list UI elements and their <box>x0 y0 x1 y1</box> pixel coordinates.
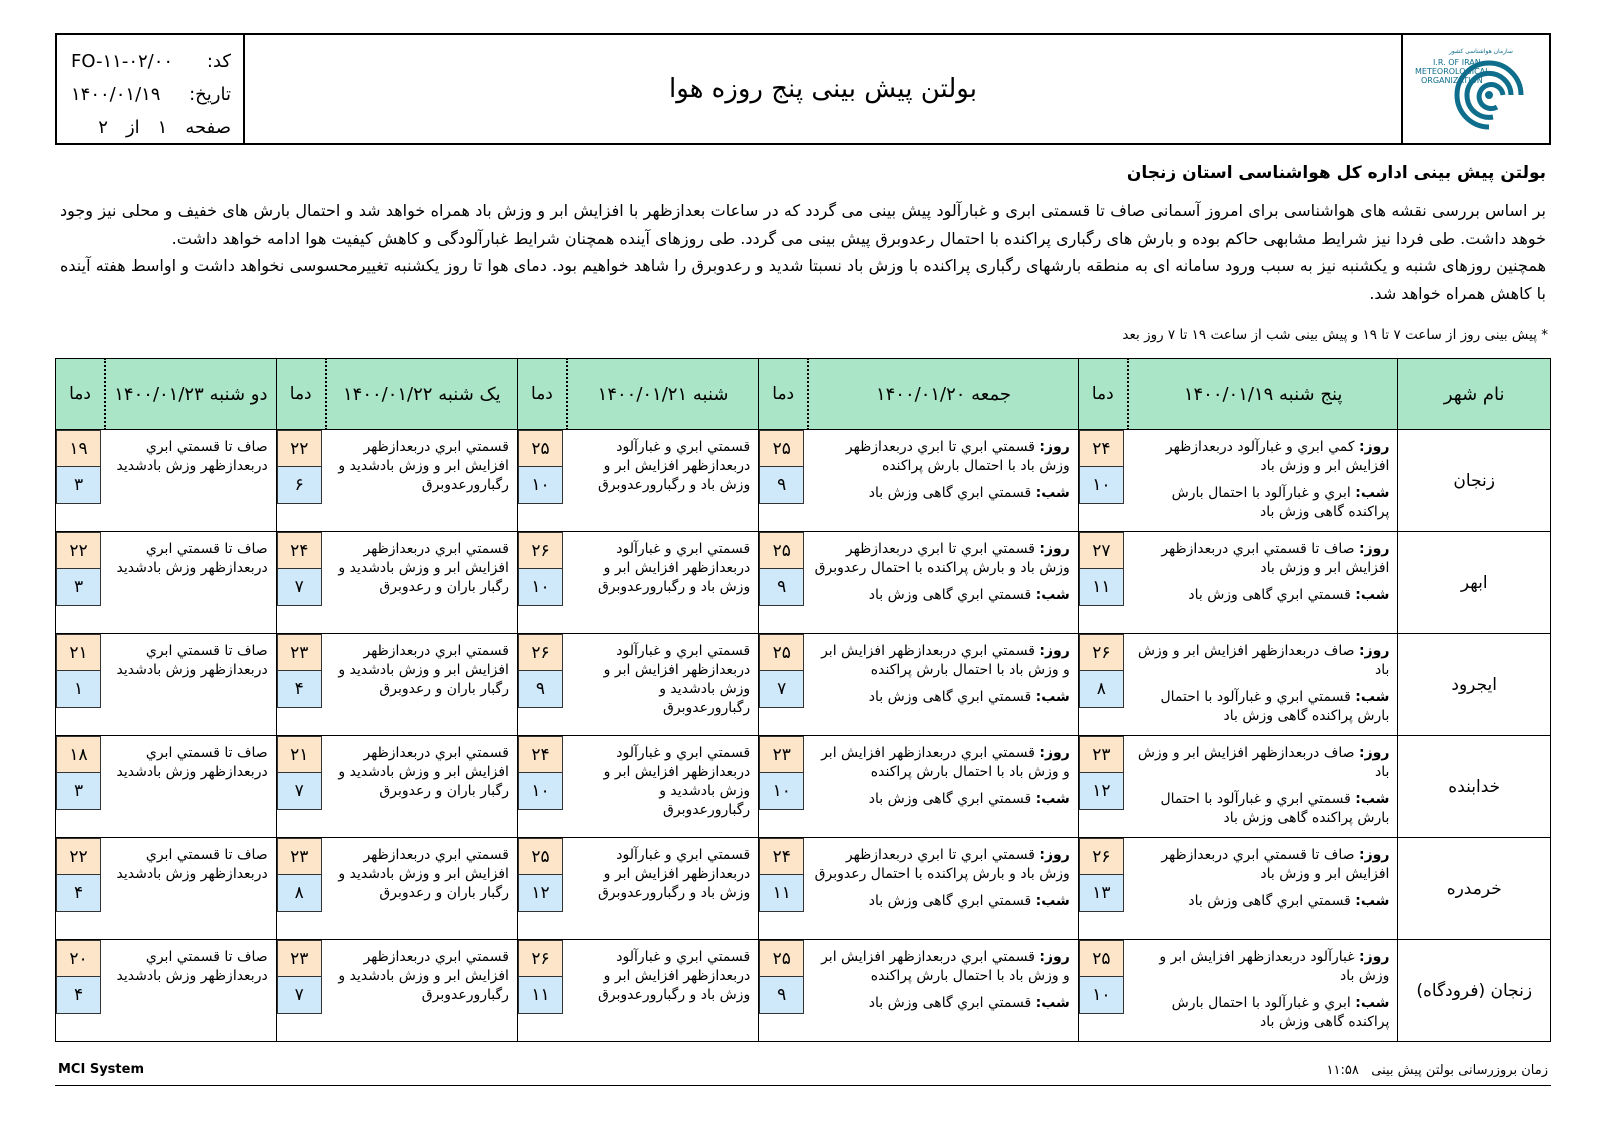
day-forecast-text: قسمتي ابري دربعدازظهر افزایش ابر و وزش باد با احتمال بارش پراكنده <box>821 643 1070 678</box>
day2-temp <box>759 940 808 1042</box>
day-forecast-text: صاف دربعدازظهر افزایش ابر و وزش باد <box>1137 643 1390 678</box>
max-temp: ۲۴ <box>759 838 804 875</box>
day4-temp <box>276 532 325 634</box>
day5-forecast: صاف تا قسمتي ابري دربعدازظهر وزش بادشدید <box>105 430 276 532</box>
page-title: بولتن پیش بینی پنج روزه هوا <box>669 74 977 104</box>
max-temp: ۲۵ <box>759 532 804 569</box>
day2-temp <box>759 430 808 532</box>
day-label: روز: <box>1359 643 1390 659</box>
temp-header: دما <box>1078 359 1127 430</box>
min-temp: ۶ <box>277 467 322 504</box>
night-forecast-text: قسمتي ابري گاهی وزش باد <box>868 791 1032 807</box>
day-forecast-text: قسمتي ابري تا ابري دربعدازظهر وزش باد با احتمال بارش پراكنده <box>845 439 1070 474</box>
max-temp: ۲۳ <box>759 736 804 773</box>
day1-temp <box>1078 430 1127 532</box>
logo-text-4: ORGANIZATION <box>1421 76 1483 85</box>
max-temp: ۲۶ <box>1079 634 1124 671</box>
night-forecast-text: قسمتي ابري گاهی وزش باد <box>868 893 1032 909</box>
day3-temp <box>517 532 566 634</box>
max-temp: ۱۸ <box>56 736 101 773</box>
table-row <box>56 736 1551 838</box>
min-temp: ۹ <box>518 671 563 708</box>
update-time-value: ۱۱:۵۸ <box>1326 1063 1359 1078</box>
min-temp: ۱۰ <box>1079 467 1124 504</box>
temp-header: دما <box>759 359 808 430</box>
footer-update-time <box>1327 1063 1548 1078</box>
day-forecast-text: كمي ابري و غبارآلود دربعدازظهر افزایش ابر و وزش باد <box>1165 439 1390 474</box>
day-forecast-text: صاف تا قسمتي ابري دربعدازظهر افزایش ابر و وزش باد <box>1161 847 1390 882</box>
day1-forecast <box>1128 736 1398 838</box>
day-forecast-text: غبارآلود دربعدازظهر افزایش ابر و وزش باد <box>1159 949 1390 984</box>
footer-system-name: MCI System <box>58 1062 144 1077</box>
night-forecast-text: قسمتي ابري گاهی وزش باد <box>868 485 1032 501</box>
page-of: از <box>125 117 140 138</box>
update-time-label: زمان بروزرسانی بولتن پیش بینی <box>1371 1063 1548 1078</box>
forecast-time-note: * پیش بینی روز از ساعت ۷ تا ۱۹ و پیش بینی شب از ساعت ۱۹ تا ۷ روز بعد <box>1122 327 1548 343</box>
city-name: ابهر <box>1398 532 1551 634</box>
day3-temp <box>517 430 566 532</box>
document-meta <box>57 35 245 143</box>
day4-temp <box>276 430 325 532</box>
min-temp: ۴ <box>56 875 101 912</box>
night-forecast-text: قسمتي ابري و غبارآلود با احتمال بارش پراكنده گاهی وزش باد <box>1160 689 1390 724</box>
city-name: خدابنده <box>1398 736 1551 838</box>
max-temp: ۲۶ <box>1079 838 1124 875</box>
night-forecast-text: قسمتي ابري گاهی وزش باد <box>868 995 1032 1011</box>
max-temp: ۲۳ <box>277 838 322 875</box>
max-temp: ۲۱ <box>56 634 101 671</box>
day-header: شنبه ۱۴۰۰/۰۱/۲۱ <box>567 359 759 430</box>
day1-temp <box>1078 838 1127 940</box>
day3-forecast: قسمتي ابري و غبارآلود دربعدازظهر افزایش ابر و وزش باد و رگبارورعدوبرق <box>567 940 759 1042</box>
min-temp: ۳ <box>56 467 101 504</box>
day1-forecast <box>1128 838 1398 940</box>
page-number: ۱ <box>157 117 168 138</box>
day-forecast-text: قسمتي ابري تا ابري دربعدازظهر وزش باد و بارش پراكنده با احتمال رعدوبرق <box>814 847 1070 882</box>
night-forecast-text: ابري و غبارآلود با احتمال بارش پراكنده گاهی وزش باد <box>1171 485 1390 520</box>
max-temp: ۲۵ <box>518 838 563 875</box>
day5-temp <box>56 532 106 634</box>
day2-forecast <box>808 838 1078 940</box>
min-temp: ۴ <box>56 977 101 1014</box>
day5-temp <box>56 940 106 1042</box>
day1-temp <box>1078 532 1127 634</box>
day-label: روز: <box>1039 541 1070 557</box>
meteorological-organization-logo <box>1401 35 1549 143</box>
day4-forecast: قسمتي ابري دربعدازظهر افزایش ابر و وزش بادشدید و رگبارورعدوبرق <box>326 430 518 532</box>
max-temp: ۲۰ <box>56 940 101 977</box>
min-temp: ۳ <box>56 773 101 810</box>
day5-forecast: صاف تا قسمتي ابري دربعدازظهر وزش بادشدید <box>105 838 276 940</box>
day1-temp <box>1078 940 1127 1042</box>
max-temp: ۲۱ <box>277 736 322 773</box>
day2-forecast <box>808 736 1078 838</box>
night-label: شب: <box>1355 689 1390 705</box>
night-forecast-text: قسمتي ابري گاهی وزش باد <box>868 689 1032 705</box>
min-temp: ۱۲ <box>518 875 563 912</box>
day2-forecast <box>808 430 1078 532</box>
day3-forecast: قسمتي ابري و غبارآلود دربعدازظهر افزایش ابر و وزش بادشدید و رگبارورعدوبرق <box>567 634 759 736</box>
day-forecast-text: صاف تا قسمتي ابري دربعدازظهر افزایش ابر و وزش باد <box>1161 541 1390 576</box>
day-forecast-text: صاف دربعدازظهر افزایش ابر و وزش باد <box>1137 745 1390 780</box>
min-temp: ۸ <box>277 875 322 912</box>
day1-forecast <box>1128 634 1398 736</box>
max-temp: ۲۲ <box>56 838 101 875</box>
night-label: شب: <box>1035 587 1070 603</box>
max-temp: ۲۴ <box>518 736 563 773</box>
city-name: زنجان <box>1398 430 1551 532</box>
table-row <box>56 940 1551 1042</box>
max-temp: ۲۶ <box>518 940 563 977</box>
night-label: شب: <box>1355 893 1390 909</box>
page-label: صفحه <box>185 117 231 138</box>
night-forecast-text: قسمتي ابري گاهی وزش باد <box>868 587 1032 603</box>
table-row <box>56 634 1551 736</box>
day-header: یک شنبه ۱۴۰۰/۰۱/۲۲ <box>326 359 518 430</box>
logo-icon <box>1411 39 1541 139</box>
min-temp: ۱۰ <box>518 467 563 504</box>
day5-forecast: صاف تا قسمتي ابري دربعدازظهر وزش بادشدید <box>105 532 276 634</box>
max-temp: ۲۳ <box>277 940 322 977</box>
day3-forecast: قسمتي ابري و غبارآلود دربعدازظهر افزایش ابر و وزش باد و رگبارورعدوبرق <box>567 430 759 532</box>
night-forecast-text: قسمتي ابري گاهی وزش باد <box>1188 587 1351 603</box>
city-name: خرمدره <box>1398 838 1551 940</box>
day-label: روز: <box>1359 949 1390 965</box>
min-temp: ۸ <box>1079 671 1124 708</box>
day-header: جمعه ۱۴۰۰/۰۱/۲۰ <box>808 359 1078 430</box>
day-label: روز: <box>1039 643 1070 659</box>
table-row <box>56 430 1551 532</box>
forecast-table <box>55 358 1551 1042</box>
min-temp: ۱۱ <box>518 977 563 1014</box>
day-label: روز: <box>1039 439 1070 455</box>
min-temp: ۱۳ <box>1079 875 1124 912</box>
min-temp: ۱۱ <box>759 875 804 912</box>
min-temp: ۱۰ <box>1079 977 1124 1014</box>
day-forecast-text: قسمتي ابري دربعدازظهر افزایش ابر و وزش باد با احتمال بارش پراكنده <box>821 745 1070 780</box>
day4-forecast: قسمتي ابري دربعدازظهر افزایش ابر و وزش بادشدید و رگبار باران و رعدوبرق <box>326 736 518 838</box>
day3-forecast: قسمتي ابري و غبارآلود دربعدازظهر افزایش ابر و وزش بادشدید و رگبارورعدوبرق <box>567 736 759 838</box>
day-forecast-text: قسمتي ابري تا ابري دربعدازظهر وزش باد و بارش پراكنده با احتمال رعدوبرق <box>814 541 1070 576</box>
day3-temp <box>517 634 566 736</box>
max-temp: ۲۵ <box>759 940 804 977</box>
night-forecast-text: قسمتي ابري و غبارآلود با احتمال بارش پراكنده گاهی وزش باد <box>1160 791 1390 826</box>
temp-header: دما <box>56 359 106 430</box>
max-temp: ۲۵ <box>518 430 563 467</box>
day-header: پنج شنبه ۱۴۰۰/۰۱/۱۹ <box>1128 359 1398 430</box>
max-temp: ۲۳ <box>1079 736 1124 773</box>
min-temp: ۱۰ <box>518 569 563 606</box>
day-forecast-text: قسمتي ابري دربعدازظهر افزایش ابر و وزش باد با احتمال بارش پراكنده <box>821 949 1070 984</box>
day1-forecast <box>1128 430 1398 532</box>
min-temp: ۱۰ <box>759 773 804 810</box>
night-label: شب: <box>1035 689 1070 705</box>
night-label: شب: <box>1035 791 1070 807</box>
min-temp: ۹ <box>759 977 804 1014</box>
day1-forecast <box>1128 940 1398 1042</box>
table-row <box>56 532 1551 634</box>
city-name: زنجان (فرودگاه) <box>1398 940 1551 1042</box>
page-total: ۲ <box>98 117 108 138</box>
min-temp: ۷ <box>277 773 322 810</box>
min-temp: ۱۰ <box>518 773 563 810</box>
day4-temp <box>276 634 325 736</box>
logo-text-2: I.R. OF IRAN <box>1433 58 1481 67</box>
description-paragraph: همچنین روزهای شنبه و یکشنبه نیز به سبب ورود سامانه ای به منطقه بارشهای رگباری پراکنده با وزش باد نسبتا شدید و رعدوبرق را شاهد خواهیم بود. دمای هوا تا روز یکشنبه تغییرمحسوسی نخواهد داشت و اواسط هفته آینده با کاهش همراه خواهد شد. <box>60 256 1546 303</box>
day5-forecast: صاف تا قسمتي ابري دربعدازظهر وزش بادشدید <box>105 940 276 1042</box>
day3-forecast: قسمتي ابري و غبارآلود دربعدازظهر افزایش ابر و وزش باد و رگبارورعدوبرق <box>567 532 759 634</box>
day4-forecast: قسمتي ابري دربعدازظهر افزایش ابر و وزش بادشدید و رگبار باران و رعدوبرق <box>326 532 518 634</box>
min-temp: ۷ <box>277 569 322 606</box>
logo-text-1: سازمان هواشناسی کشور <box>1449 48 1513 55</box>
night-label: شب: <box>1355 995 1390 1011</box>
min-temp: ۱۱ <box>1079 569 1124 606</box>
day-label: روز: <box>1039 847 1070 863</box>
forecast-description <box>60 197 1546 307</box>
max-temp: ۲۴ <box>277 532 322 569</box>
day-label: روز: <box>1039 745 1070 761</box>
min-temp: ۱۲ <box>1079 773 1124 810</box>
night-forecast-text: قسمتي ابري گاهی وزش باد <box>1188 893 1351 909</box>
day4-temp <box>276 736 325 838</box>
max-temp: ۲۶ <box>518 634 563 671</box>
day4-temp <box>276 940 325 1042</box>
date-label: تاریخ: <box>189 84 231 105</box>
day5-forecast: صاف تا قسمتي ابري دربعدازظهر وزش بادشدید <box>105 634 276 736</box>
day2-forecast <box>808 532 1078 634</box>
logo-text-3: METEOROLOGICAL <box>1415 67 1490 76</box>
day3-temp <box>517 736 566 838</box>
max-temp: ۲۵ <box>759 634 804 671</box>
min-temp: ۳ <box>56 569 101 606</box>
section-title: بولتن پیش بینی اداره کل هواشناسی استان زنجان <box>1126 163 1546 183</box>
code-label: کد: <box>206 51 231 72</box>
day2-temp <box>759 634 808 736</box>
max-temp: ۲۳ <box>277 634 322 671</box>
day-label: روز: <box>1039 949 1070 965</box>
day2-forecast <box>808 940 1078 1042</box>
day4-forecast: قسمتي ابري دربعدازظهر افزایش ابر و وزش بادشدید و رگبارورعدوبرق <box>326 940 518 1042</box>
day-label: روز: <box>1359 541 1390 557</box>
date-value: ۱۴۰۰/۰۱/۱۹ <box>71 84 161 105</box>
day3-temp <box>517 838 566 940</box>
city-name: ایجرود <box>1398 634 1551 736</box>
bulletin-header <box>55 33 1551 145</box>
temp-header: دما <box>276 359 325 430</box>
night-label: شب: <box>1035 485 1070 501</box>
table-header-row <box>56 359 1551 430</box>
night-label: شب: <box>1035 995 1070 1011</box>
max-temp: ۲۶ <box>518 532 563 569</box>
night-label: شب: <box>1355 485 1390 501</box>
day3-temp <box>517 940 566 1042</box>
max-temp: ۲۵ <box>1079 940 1124 977</box>
description-paragraph: بر اساس بررسی نقشه های هواشناسی برای امروز آسمانی صاف تا قسمتی ابری و غبارآلود پیش بینی می گردد که در ساعات بعدازظهر با افزایش ابر و وزش باد همراه خواهد شد و احتمال بارش های خفیف و محلی نیز وجود خوهد داشت. طی فردا نیز شرایط مشابهی حاکم بوده و بارش های رگباری پراکنده با احتمال رعدوبرق پیش بینی می گردد. طی روزهای آینده همچنان شرایط غبارآلودگی و کاهش کیفیت هوا ادامه خواهد داشت. <box>60 201 1546 248</box>
day3-forecast: قسمتي ابري و غبارآلود دربعدازظهر افزایش ابر و وزش باد و رگبارورعدوبرق <box>567 838 759 940</box>
footer-divider <box>55 1085 1551 1086</box>
day5-temp <box>56 736 106 838</box>
day2-forecast <box>808 634 1078 736</box>
night-forecast-text: ابري و غبارآلود با احتمال بارش پراكنده گاهی وزش باد <box>1171 995 1390 1030</box>
night-label: شب: <box>1035 893 1070 909</box>
day2-temp <box>759 736 808 838</box>
day-label: روز: <box>1359 745 1390 761</box>
day5-temp <box>56 634 106 736</box>
day4-temp <box>276 838 325 940</box>
day4-forecast: قسمتي ابري دربعدازظهر افزایش ابر و وزش بادشدید و رگبار باران و رعدوبرق <box>326 634 518 736</box>
max-temp: ۲۵ <box>759 430 804 467</box>
min-temp: ۱ <box>56 671 101 708</box>
temp-header: دما <box>517 359 566 430</box>
day1-temp <box>1078 736 1127 838</box>
day5-forecast: صاف تا قسمتي ابري دربعدازظهر وزش بادشدید <box>105 736 276 838</box>
day1-temp <box>1078 634 1127 736</box>
night-label: شب: <box>1355 791 1390 807</box>
table-row <box>56 838 1551 940</box>
max-temp: ۲۲ <box>56 532 101 569</box>
min-temp: ۹ <box>759 569 804 606</box>
day4-forecast: قسمتي ابري دربعدازظهر افزایش ابر و وزش بادشدید و رگبار باران و رعدوبرق <box>326 838 518 940</box>
max-temp: ۲۷ <box>1079 532 1124 569</box>
day2-temp <box>759 838 808 940</box>
day-header: دو شنبه ۱۴۰۰/۰۱/۲۳ <box>105 359 276 430</box>
day5-temp <box>56 430 106 532</box>
code-value: FO-۱۱-۰۲/۰۰ <box>71 51 174 72</box>
night-label: شب: <box>1355 587 1390 603</box>
max-temp: ۲۴ <box>1079 430 1124 467</box>
max-temp: ۲۲ <box>277 430 322 467</box>
day-label: روز: <box>1359 847 1390 863</box>
min-temp: ۹ <box>759 467 804 504</box>
min-temp: ۷ <box>759 671 804 708</box>
day5-temp <box>56 838 106 940</box>
city-header: نام شهر <box>1398 359 1551 430</box>
day-label: روز: <box>1359 439 1390 455</box>
max-temp: ۱۹ <box>56 430 101 467</box>
day1-forecast <box>1128 532 1398 634</box>
min-temp: ۷ <box>277 977 322 1014</box>
day2-temp <box>759 532 808 634</box>
min-temp: ۴ <box>277 671 322 708</box>
